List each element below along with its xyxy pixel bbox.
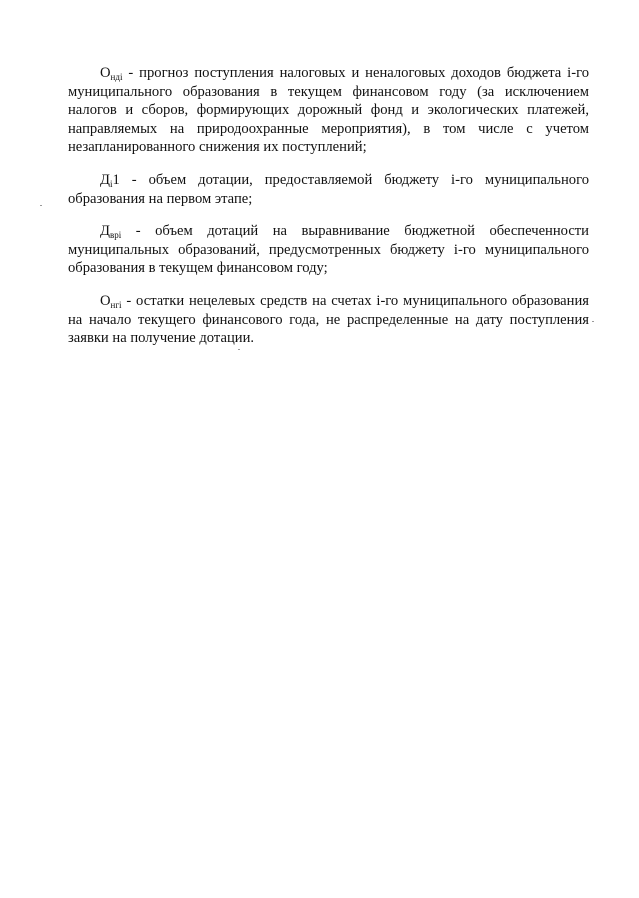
variable-letter: О [100,65,111,81]
variable-subscript: нгi [110,299,122,310]
variable-symbol [100,293,122,309]
definition-text: 1 - объем дотации, предоставляемой бюджету i-го муниципального образования на первом этапе; [68,171,589,207]
variable-letter: Д [100,223,110,240]
variable-letter: Д [100,171,110,188]
variable-symbol [100,223,121,239]
variable-subscript: i [109,178,113,189]
definition-paragraph-di1 [68,171,589,208]
definition-text: - остатки нецелевых средств на счетах i-го муниципального образования на начало текущего финансового года, не распределенные на дату поступления заявки на получение дотации. [68,292,589,347]
definition-paragraph-ongi [68,292,589,348]
definition-text: - объем дотаций на выравнивание бюджетной обеспеченности муниципальных образований, предусмотренных бюджету i-го муниципального образования в текущем финансовом году; [68,223,589,277]
document-body [68,64,589,362]
variable-letter: О [100,292,111,309]
definition-text: - прогноз поступления налоговых и неналоговых доходов бюджета i-го муниципального образования в текущем финансовом году (за исключением налогов и сборов, формирующих дорожный фонд и экологических платежей, направляемых на природоохранные мероприятия), в том числе с учетом незапланированного снижения их поступлений; [68,65,589,156]
scan-speck [592,321,594,322]
definition-paragraph-ondi [68,64,589,157]
scan-speck [40,205,42,206]
scan-speck [238,349,240,350]
variable-subscript: врi [109,230,122,241]
variable-subscript: ндi [110,72,123,82]
variable-symbol [100,65,122,81]
definition-paragraph-dvri [68,222,589,278]
variable-symbol [100,172,112,188]
